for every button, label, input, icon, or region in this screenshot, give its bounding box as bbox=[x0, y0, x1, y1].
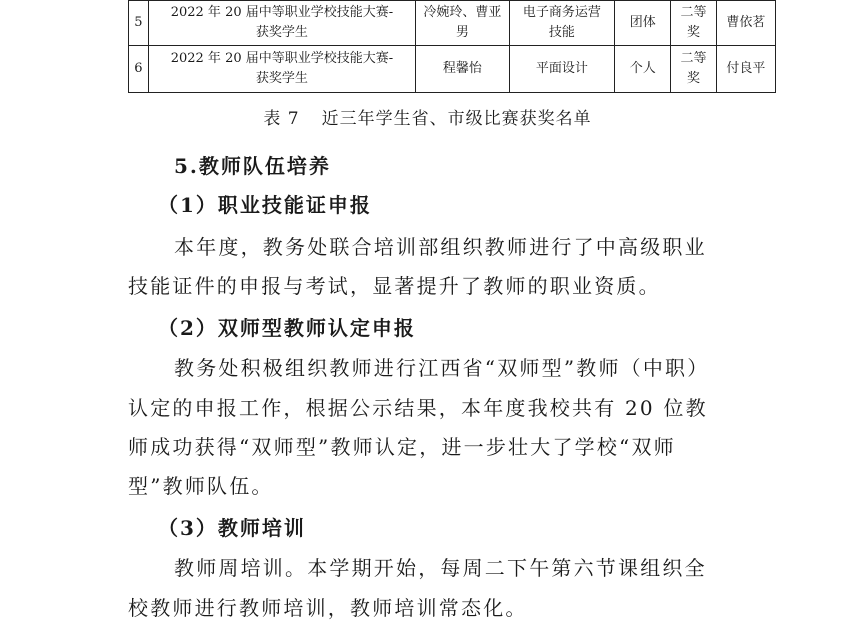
subsection-heading: （1）职业技能证申报 bbox=[158, 193, 372, 217]
paragraph-line: 教务处积极组织教师进行江西省“双师型”教师（中职） bbox=[174, 356, 710, 380]
student-names-line: 冷婉玲、曹亚 bbox=[423, 5, 502, 20]
instructor-name: 曹依茗 bbox=[716, 1, 775, 46]
entry-type: 个人 bbox=[615, 46, 671, 93]
award-level-line: 奖 bbox=[687, 71, 701, 86]
row-number: 5 bbox=[129, 1, 149, 46]
paragraph-line: 校教师进行教师培训，教师培训常态化。 bbox=[128, 596, 528, 620]
subsection-heading: （2）双师型教师认定申报 bbox=[158, 316, 416, 340]
award-level bbox=[671, 46, 717, 93]
award-level-line: 奖 bbox=[687, 25, 701, 40]
competition-name-line: 获奖学生 bbox=[255, 25, 308, 40]
row-number: 6 bbox=[129, 46, 149, 93]
student-names-line: 男 bbox=[455, 25, 469, 40]
competition-item bbox=[509, 1, 615, 46]
competition-name-line: 2022 年 20 届中等职业学校技能大赛- bbox=[170, 5, 394, 20]
table-row bbox=[129, 46, 776, 93]
award-level bbox=[671, 1, 717, 46]
competition-item: 平面设计 bbox=[509, 46, 615, 93]
student-names bbox=[416, 1, 509, 46]
table-caption-title: 近三年学生省、市级比赛获奖名单 bbox=[321, 109, 592, 129]
paragraph-line: 认定的申报工作，根据公示结果，本年度我校共有 20 位教 bbox=[128, 396, 708, 420]
paragraph-line: 技能证件的申报与考试，显著提升了教师的职业资质。 bbox=[128, 274, 661, 298]
table-caption-number: 表 7 bbox=[263, 109, 300, 129]
competition-item-line: 电子商务运营 bbox=[522, 5, 601, 20]
subsection-heading: （3）教师培训 bbox=[158, 516, 306, 540]
table-row bbox=[129, 1, 776, 46]
paragraph-line: 教师周培训。本学期开始，每周二下午第六节课组织全 bbox=[174, 556, 707, 580]
table-caption bbox=[0, 104, 855, 129]
competition-item-line: 技能 bbox=[548, 25, 575, 40]
instructor-name: 付良平 bbox=[716, 46, 775, 93]
section-heading: 5.教师队伍培养 bbox=[174, 154, 331, 178]
award-table bbox=[128, 0, 776, 93]
competition-name bbox=[148, 1, 416, 46]
award-level-line: 二等 bbox=[680, 5, 707, 20]
paragraph-line: 型”教师队伍。 bbox=[128, 474, 274, 498]
paragraph-line: 本年度，教务处联合培训部组织教师进行了中高级职业 bbox=[174, 235, 707, 259]
paragraph-line: 师成功获得“双师型”教师认定，进一步壮大了学校“双师 bbox=[128, 435, 676, 459]
competition-name bbox=[148, 46, 416, 93]
competition-name-line: 获奖学生 bbox=[255, 71, 308, 86]
award-level-line: 二等 bbox=[680, 51, 707, 66]
student-names: 程馨怡 bbox=[416, 46, 509, 93]
entry-type: 团体 bbox=[615, 1, 671, 46]
competition-name-line: 2022 年 20 届中等职业学校技能大赛- bbox=[170, 51, 394, 66]
